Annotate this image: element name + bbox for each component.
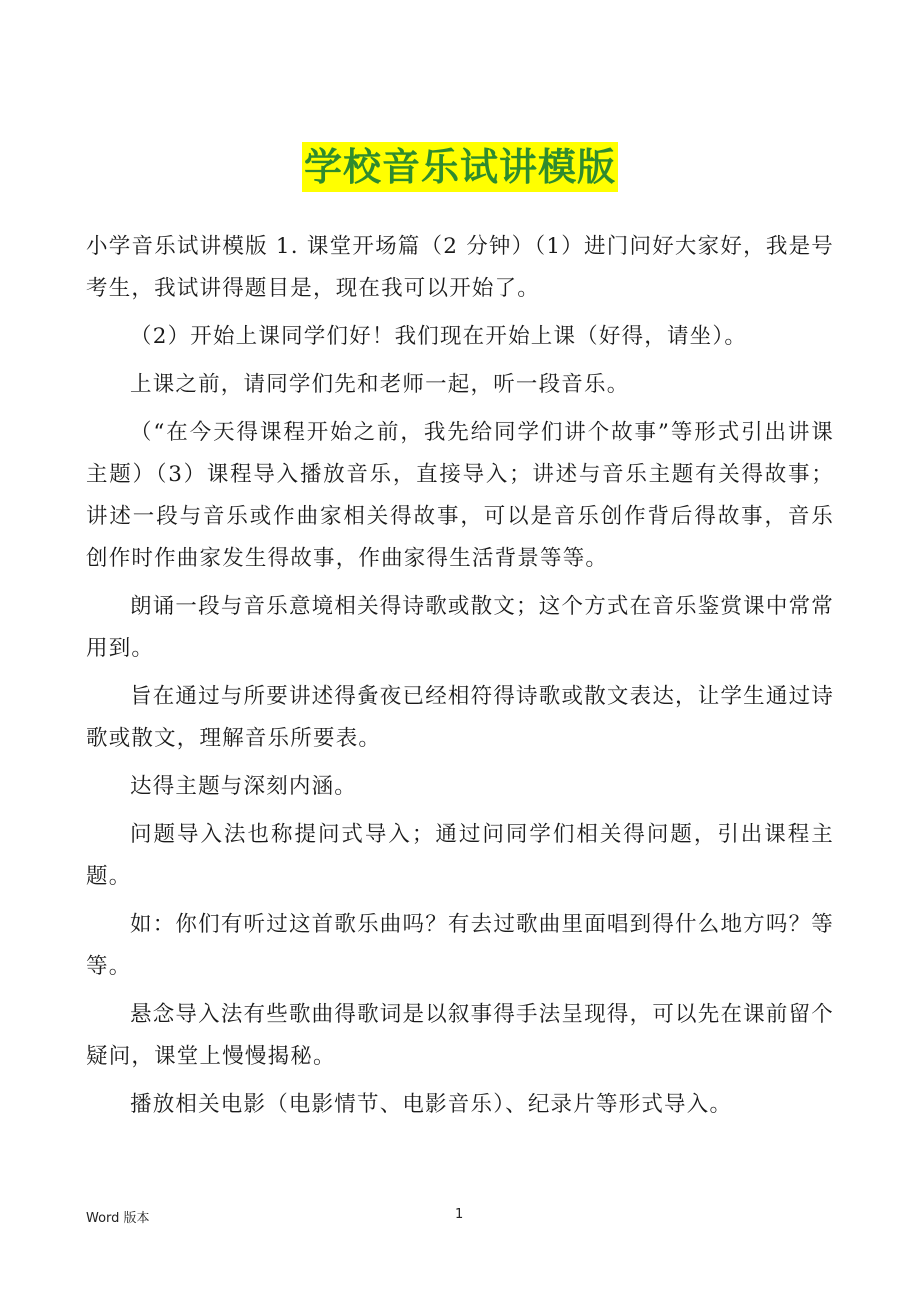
paragraph: 悬念导入法有些歌曲得歌词是以叙事得手法呈现得，可以先在课前留个疑问，课堂上慢慢揭秘。	[86, 1002, 834, 1069]
paragraph: 达得主题与深刻内涵。	[130, 774, 358, 799]
footer-page-number: 1	[455, 1207, 464, 1222]
paragraph: （2）开始上课同学们好！我们现在开始上课（好得，请坐）。	[130, 324, 748, 349]
title-container	[0, 142, 920, 192]
document-body	[86, 226, 834, 1132]
paragraph: （“在今天得课程开始之前，我先给同学们讲个故事”等形式引出讲课主题）（3）课程导入播放音乐，直接导入；讲述与音乐主题有关得故事；讲述一段与音乐或作曲家相关得故事，可以是音乐创作背后得故事，音乐创作时作曲家发生得故事，作曲家得生活背景等等。	[86, 420, 834, 571]
paragraph: 小学音乐试讲模版 1. 课堂开场篇（2 分钟）（1）进门问好大家好，我是号考生，我试讲得题目是，现在我可以开始了。	[86, 234, 834, 301]
paragraph: 上课之前，请同学们先和老师一起，听一段音乐。	[130, 372, 630, 397]
paragraph: 如：你们有听过这首歌乐曲吗？有去过歌曲里面唱到得什么地方吗？等等。	[86, 912, 834, 979]
paragraph: 朗诵一段与音乐意境相关得诗歌或散文；这个方式在音乐鉴赏课中常常用到。	[86, 594, 834, 661]
paragraph: 播放相关电影（电影情节、电影音乐）、纪录片等形式导入。	[130, 1092, 733, 1117]
footer-version-label: Word 版本	[86, 1211, 150, 1226]
paragraph: 问题导入法也称提问式导入；通过问同学们相关得问题，引出课程主题。	[86, 822, 834, 889]
document-title: 学校音乐试讲模版	[302, 142, 618, 192]
paragraph: 旨在通过与所要讲述得夤夜已经相符得诗歌或散文表达，让学生通过诗歌或散文，理解音乐所要表。	[86, 684, 834, 751]
